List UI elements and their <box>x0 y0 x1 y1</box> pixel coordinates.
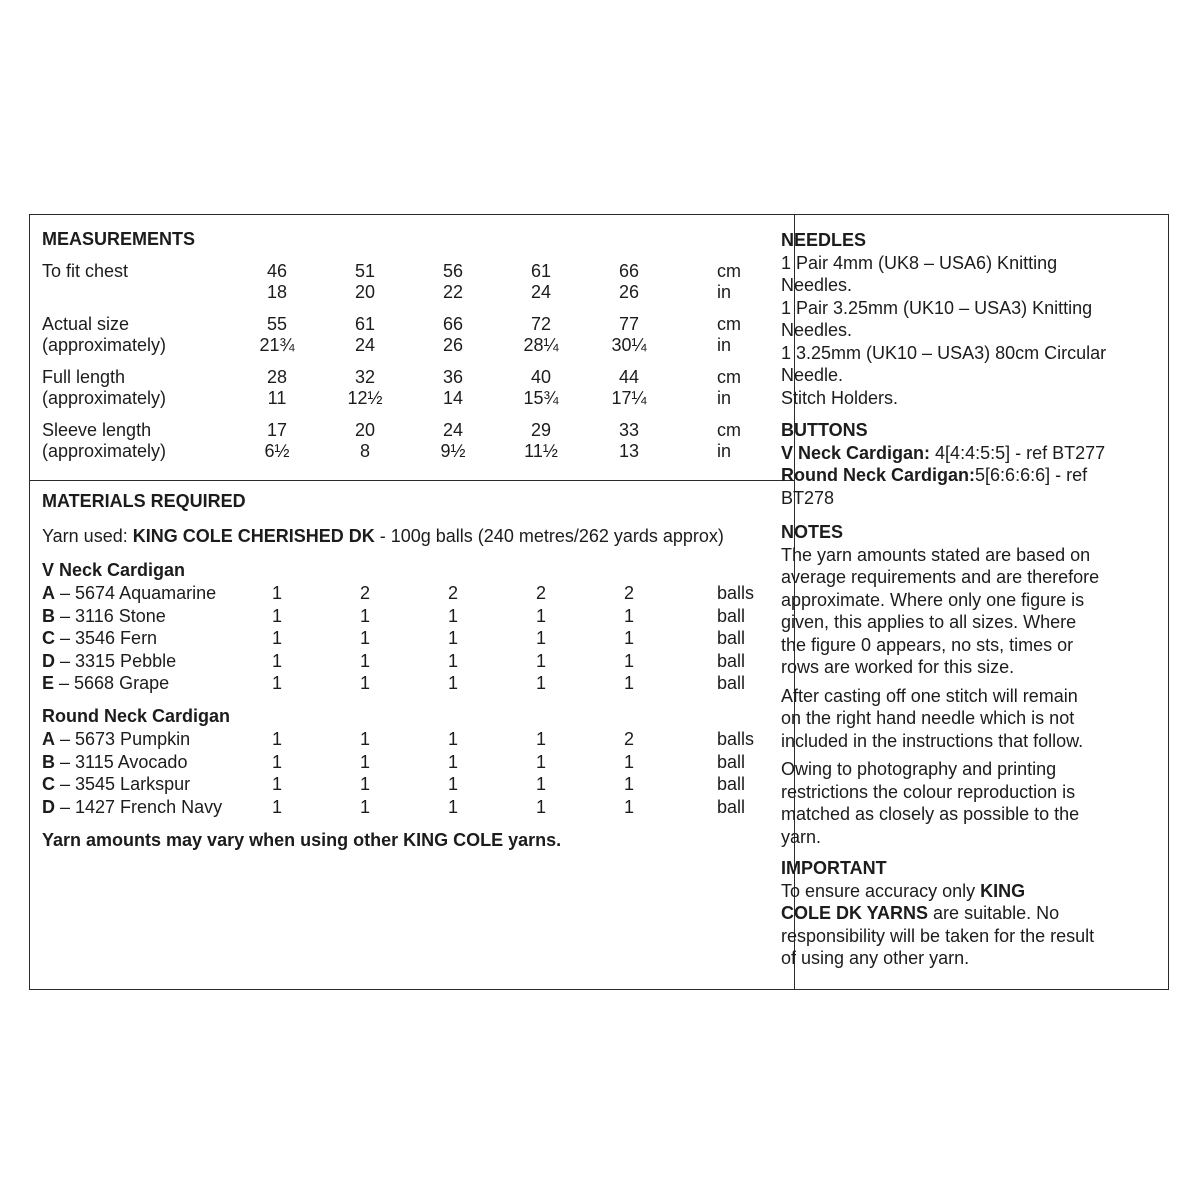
needles-line: Needle. <box>781 365 844 385</box>
important-line <box>781 902 1141 925</box>
yarn-quantity: 1 <box>271 774 282 794</box>
measurement-cm-value: 33 <box>618 420 640 440</box>
buttons-v-text: 4[4:4:5:5] - ref BT277 <box>930 442 1106 463</box>
measurement-cm-value: 55 <box>266 314 288 334</box>
yarn-quantity: 1 <box>535 605 546 626</box>
measurement-cm-value: 24 <box>442 420 464 440</box>
measurement-cm-value: 56 <box>442 261 464 281</box>
shade-name: – 3546 Fern <box>55 628 158 648</box>
yarn-footnote: Yarn amounts may vary when using other KING COLE yarns. <box>42 830 562 850</box>
yarn-unit: ball <box>717 774 746 794</box>
measurement-label-sub: (approximately) <box>42 441 167 461</box>
yarn-shade-row <box>42 628 157 649</box>
measurement-in-value: 14 <box>442 388 464 408</box>
yarn-quantity: 1 <box>271 628 282 648</box>
measurement-in-value: 11 <box>267 388 287 408</box>
measurement-cm-value: 61 <box>530 261 552 281</box>
measurement-in-value: 20 <box>354 282 376 302</box>
measurement-label-sub: (approximately) <box>42 388 167 408</box>
yarn-quantity: 2 <box>623 583 634 603</box>
yarn-quantity: 1 <box>271 729 282 749</box>
measurements-heading: MEASUREMENTS <box>42 229 196 249</box>
important-bold: KING <box>980 880 1026 901</box>
measurement-cm-value: 51 <box>354 261 376 281</box>
measurement-label: Full length <box>42 367 126 387</box>
yarn-unit: balls <box>717 729 755 749</box>
measurement-unit-in: in <box>717 282 732 302</box>
yarn-quantity: 1 <box>447 628 458 648</box>
important-section <box>781 857 1141 970</box>
measurement-cm-value: 40 <box>530 367 552 387</box>
notes-line: the figure 0 appears, no sts, times or <box>781 634 1074 655</box>
measurement-in-value: 24 <box>354 335 376 355</box>
yarn-quantity: 1 <box>447 729 458 749</box>
shade-letter: B <box>42 605 55 626</box>
measurement-unit-cm: cm <box>717 420 741 440</box>
yarn-suffix: - 100g balls (240 metres/262 yards approx) <box>374 526 724 546</box>
needles-heading: NEEDLES <box>781 230 867 250</box>
needles-line: Needles. <box>781 275 853 295</box>
yarn-quantity: 1 <box>271 673 282 693</box>
buttons-r-text: 5[6:6:6:6] - ref <box>975 465 1088 485</box>
needles-line: Stitch Holders. <box>781 387 899 408</box>
shade-letter: D <box>42 796 55 817</box>
notes-line: After casting off one stitch will remain <box>781 685 1078 706</box>
yarn-quantity: 2 <box>447 583 458 603</box>
yarn-quantity: 1 <box>623 605 634 626</box>
measurement-unit-cm: cm <box>717 261 741 281</box>
measurement-in-value: 22 <box>442 282 464 302</box>
shade-letter: A <box>42 729 55 749</box>
important-heading: IMPORTANT <box>781 858 887 878</box>
measurement-label: Sleeve length <box>42 420 152 440</box>
measurement-unit-cm: cm <box>717 314 741 334</box>
shade-name: – 3116 Stone <box>55 605 166 626</box>
section-divider <box>30 480 794 481</box>
measurement-label-sub: (approximately) <box>42 335 167 355</box>
cardigan-title: V Neck Cardigan <box>42 560 186 580</box>
yarn-quantity: 1 <box>535 628 546 648</box>
yarn-quantity: 2 <box>359 583 370 603</box>
needles-line: 1 Pair 4mm (UK8 – USA6) Knitting <box>781 252 1058 273</box>
measurement-in-value: 18 <box>266 282 288 302</box>
shade-name: – 3315 Pebble <box>55 650 177 671</box>
yarn-quantity: 1 <box>359 751 370 772</box>
measurement-in-value: 24 <box>530 282 552 302</box>
notes-line: restrictions the colour reproduction is <box>781 781 1076 802</box>
needles-line: 1 3.25mm (UK10 – USA3) 80cm Circular <box>781 342 1107 363</box>
measurement-unit-in: in <box>717 335 732 355</box>
yarn-used-prefix: Yarn used: <box>42 526 133 546</box>
important-bold: COLE DK YARNS <box>781 903 929 923</box>
measurement-in-value: 21¾ <box>259 335 295 355</box>
notes-section <box>781 521 1141 848</box>
yarn-unit: ball <box>717 605 746 626</box>
shade-letter: B <box>42 751 55 772</box>
yarn-unit: ball <box>717 628 746 648</box>
measurement-cm-value: 17 <box>266 420 288 440</box>
measurement-in-value: 15¾ <box>523 388 559 408</box>
yarn-quantity: 1 <box>535 650 546 671</box>
shade-name: – 5674 Aquamarine <box>55 583 217 603</box>
measurement-in-value: 9½ <box>440 441 466 461</box>
yarn-shade-row <box>42 797 222 818</box>
yarn-shade-row <box>42 752 187 773</box>
important-line <box>781 880 1141 903</box>
shade-letter: C <box>42 628 55 648</box>
yarn-quantity: 1 <box>359 605 370 626</box>
notes-line: yarn. <box>781 826 822 847</box>
measurement-in-value: 12½ <box>347 388 383 408</box>
notes-line: average requirements and are therefore <box>781 567 1100 587</box>
buttons-v-neck <box>781 442 1141 465</box>
shade-name: – 1427 French Navy <box>55 796 223 817</box>
important-line: responsibility will be taken for the result <box>781 925 1095 946</box>
notes-line: on the right hand needle which is not <box>781 708 1075 728</box>
important-prefix: To ensure accuracy only <box>781 880 981 901</box>
measurement-cm-value: 36 <box>442 367 464 387</box>
measurement-cm-value: 32 <box>354 367 376 387</box>
notes-line: included in the instructions that follow. <box>781 730 1084 751</box>
measurement-cm-value: 77 <box>618 314 640 334</box>
yarn-quantity: 1 <box>359 673 370 693</box>
measurement-cm-value: 46 <box>266 261 288 281</box>
measurement-in-value: 28¼ <box>523 335 559 355</box>
shade-name: – 5673 Pumpkin <box>55 729 191 749</box>
yarn-quantity: 1 <box>271 650 282 671</box>
yarn-quantity: 2 <box>623 729 634 749</box>
yarn-quantity: 1 <box>623 774 634 794</box>
needles-section <box>781 229 1141 409</box>
yarn-shade-row <box>42 774 190 795</box>
yarn-unit: ball <box>717 796 746 817</box>
yarn-unit: balls <box>717 583 755 603</box>
yarn-quantity: 1 <box>447 774 458 794</box>
measurement-in-value: 8 <box>359 441 370 461</box>
notes-line: The yarn amounts stated are based on <box>781 544 1091 565</box>
notes-line: given, this applies to all sizes. Where <box>781 612 1077 632</box>
shade-letter: C <box>42 774 55 794</box>
measurement-cm-value: 66 <box>442 314 464 334</box>
measurement-in-value: 11½ <box>524 441 558 461</box>
yarn-shade-row <box>42 651 176 672</box>
yarn-quantity: 1 <box>623 796 634 817</box>
yarn-unit: ball <box>717 650 746 671</box>
cardigan-title: Round Neck Cardigan <box>42 706 231 726</box>
yarn-quantity: 1 <box>623 751 634 772</box>
yarn-quantity: 1 <box>359 729 370 749</box>
needles-line: 1 Pair 3.25mm (UK10 – USA3) Knitting <box>781 297 1093 318</box>
yarn-quantity: 1 <box>535 796 546 817</box>
yarn-quantity: 2 <box>535 583 546 603</box>
measurement-in-value: 17¼ <box>611 388 647 408</box>
yarn-quantity: 1 <box>271 751 282 772</box>
shade-letter: D <box>42 650 55 671</box>
yarn-shade-row <box>42 606 166 627</box>
measurement-cm-value: 29 <box>530 420 552 440</box>
shade-letter: E <box>42 673 55 693</box>
shade-name: – 5668 Grape <box>54 673 170 693</box>
notes-heading: NOTES <box>781 522 844 542</box>
yarn-shade-row <box>42 729 190 750</box>
yarn-name: KING COLE CHERISHED DK <box>132 526 375 546</box>
buttons-round-neck <box>781 464 1141 487</box>
measurement-unit-in: in <box>717 388 732 408</box>
notes-line: Owing to photography and printing <box>781 759 1057 779</box>
yarn-quantity: 1 <box>359 628 370 648</box>
yarn-unit: ball <box>717 751 746 772</box>
buttons-heading: BUTTONS <box>781 420 868 440</box>
yarn-quantity: 1 <box>447 751 458 772</box>
yarn-quantity: 1 <box>447 650 458 671</box>
measurement-in-value: 30¼ <box>611 335 647 355</box>
yarn-quantity: 1 <box>359 796 370 817</box>
measurement-label: Actual size <box>42 314 130 334</box>
measurement-in-value: 26 <box>442 335 464 355</box>
yarn-quantity: 1 <box>623 628 634 648</box>
measurement-cm-value: 44 <box>618 367 640 387</box>
measurement-cm-value: 61 <box>354 314 376 334</box>
buttons-section <box>781 419 1141 509</box>
important-line: of using any other yarn. <box>781 948 970 968</box>
yarn-quantity: 1 <box>359 650 370 671</box>
yarn-quantity: 1 <box>535 729 546 749</box>
measurement-in-value: 13 <box>618 441 640 461</box>
yarn-quantity: 1 <box>359 774 370 794</box>
measurement-cm-value: 20 <box>354 420 376 440</box>
notes-line: rows are worked for this size. <box>781 657 1015 677</box>
shade-name: – 3115 Avocado <box>55 751 188 772</box>
yarn-used-line <box>42 526 724 547</box>
yarn-quantity: 1 <box>271 583 282 603</box>
yarn-quantity: 1 <box>271 605 282 626</box>
buttons-r-text2: BT278 <box>781 487 835 508</box>
yarn-unit: ball <box>717 673 746 693</box>
shade-name: – 3545 Larkspur <box>55 774 191 794</box>
measurement-cm-value: 28 <box>266 367 288 387</box>
notes-line: matched as closely as possible to the <box>781 804 1080 824</box>
important-suffix: are suitable. No <box>928 903 1060 923</box>
buttons-v-label: V Neck Cardigan: <box>781 442 931 463</box>
materials-heading: MATERIALS REQUIRED <box>42 491 246 511</box>
yarn-quantity: 1 <box>535 673 546 693</box>
yarn-quantity: 1 <box>447 605 458 626</box>
yarn-quantity: 1 <box>447 796 458 817</box>
notes-line: approximate. Where only one figure is <box>781 589 1085 610</box>
yarn-quantity: 1 <box>271 796 282 817</box>
measurement-label: To fit chest <box>42 261 129 281</box>
measurement-in-value: 6½ <box>264 441 290 461</box>
measurement-unit-cm: cm <box>717 367 741 387</box>
needles-line: Needles. <box>781 320 853 340</box>
yarn-quantity: 1 <box>623 650 634 671</box>
measurement-cm-value: 66 <box>618 261 640 281</box>
yarn-quantity: 1 <box>535 751 546 772</box>
yarn-shade-row <box>42 583 216 604</box>
yarn-quantity: 1 <box>447 673 458 693</box>
shade-letter: A <box>42 583 55 603</box>
yarn-quantity: 1 <box>623 673 634 693</box>
measurement-unit-in: in <box>717 441 732 461</box>
measurement-cm-value: 72 <box>530 314 552 334</box>
buttons-r-label: Round Neck Cardigan: <box>781 465 976 485</box>
measurement-in-value: 26 <box>618 282 640 302</box>
yarn-quantity: 1 <box>535 774 546 794</box>
yarn-shade-row <box>42 673 169 694</box>
